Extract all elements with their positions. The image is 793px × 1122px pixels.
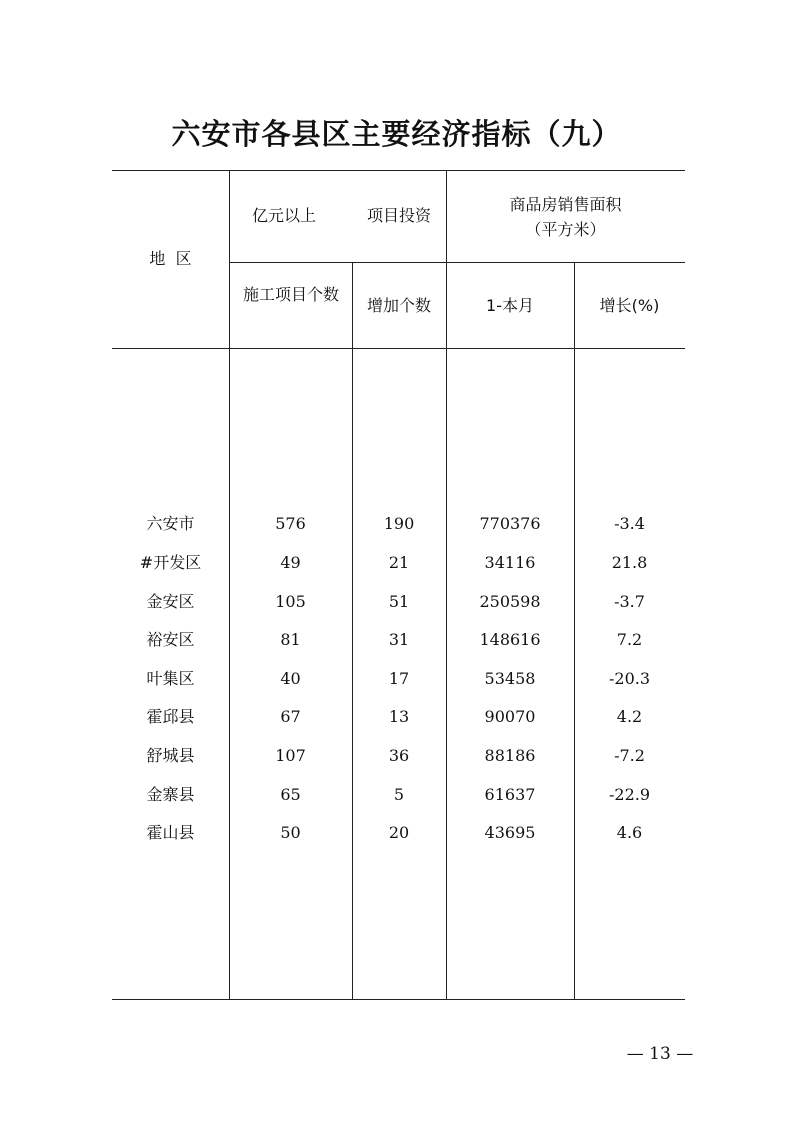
value-cell: 148616	[479, 630, 541, 649]
value-cell: 90070	[484, 707, 536, 726]
value-cell: 31	[388, 630, 410, 649]
header-region: 地 区	[149, 249, 192, 268]
value-cell: 770376	[479, 514, 541, 533]
value-cell: 61637	[484, 785, 536, 804]
value-cell: 65	[280, 785, 301, 804]
col-divider-1	[229, 170, 230, 999]
header-group1-b: 项目投资	[366, 206, 431, 225]
header-group2-line1: 商品房销售面积	[509, 195, 622, 214]
page-title: 六安市各县区主要经济指标（九）	[171, 117, 622, 151]
value-cell: 20	[388, 823, 410, 842]
value-cell: -3.7	[614, 592, 645, 611]
value-cell: -22.9	[608, 785, 651, 804]
header-bottom-border	[112, 348, 685, 349]
value-cell: 107	[275, 746, 306, 765]
header-mid-border	[229, 262, 685, 263]
region-cell: 霍山县	[146, 823, 195, 842]
value-cell: 34116	[484, 553, 536, 572]
region-cell: 六安市	[146, 514, 195, 533]
value-cell: 53458	[484, 669, 536, 688]
value-cell: 190	[383, 514, 415, 533]
header-group2-line2: （平方米）	[525, 220, 606, 239]
region-cell: 裕安区	[146, 630, 195, 649]
value-cell: 5	[393, 785, 405, 804]
region-cell: 金寨县	[146, 785, 195, 804]
value-cell: 88186	[484, 746, 536, 765]
header-group1-a: 亿元以上	[251, 206, 316, 225]
value-cell: 17	[388, 669, 410, 688]
value-cell: 67	[280, 707, 301, 726]
value-cell: 13	[388, 707, 410, 726]
value-cell: 21	[388, 553, 410, 572]
table-top-border	[112, 170, 685, 171]
region-cell: 舒城县	[146, 746, 195, 765]
value-cell: 51	[388, 592, 410, 611]
header-col2: 增加个数	[366, 296, 431, 315]
value-cell: 576	[275, 514, 306, 533]
value-cell: 250598	[479, 592, 541, 611]
value-cell: 40	[280, 669, 301, 688]
value-cell: 49	[280, 553, 301, 572]
value-cell: -3.4	[614, 514, 645, 533]
region-cell: 霍邱县	[146, 707, 195, 726]
value-cell: 36	[388, 746, 410, 765]
page-number: — 13 —	[626, 1044, 694, 1064]
value-cell: -20.3	[608, 669, 651, 688]
region-cell: 金安区	[146, 592, 195, 611]
header-col1: 施工项目个数	[243, 285, 340, 304]
value-cell: 105	[275, 592, 306, 611]
value-cell: -7.2	[614, 746, 645, 765]
region-cell: #开发区	[139, 553, 202, 572]
table-bottom-border	[112, 999, 685, 1000]
value-cell: 50	[280, 823, 301, 842]
value-cell: 4.6	[616, 823, 643, 842]
header-col4: 增长(%)	[599, 296, 660, 315]
value-cell: 21.8	[611, 553, 648, 572]
value-cell: 4.2	[616, 707, 643, 726]
value-cell: 43695	[484, 823, 536, 842]
value-cell: 81	[280, 630, 301, 649]
header-col3: 1-本月	[486, 296, 534, 315]
value-cell: 7.2	[616, 630, 643, 649]
region-cell: 叶集区	[146, 669, 195, 688]
